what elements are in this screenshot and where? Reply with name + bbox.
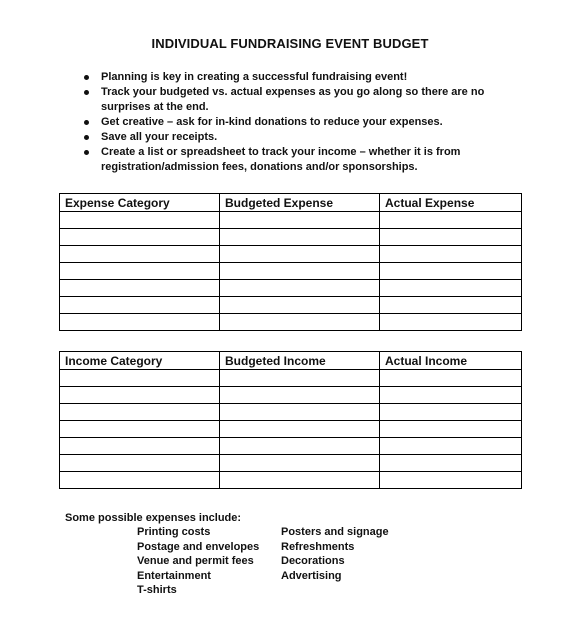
income-table-body — [60, 370, 522, 489]
expense-example: Entertainment — [137, 569, 211, 582]
expense-table — [59, 193, 522, 331]
table-cell[interactable] — [380, 472, 522, 489]
table-cell[interactable] — [60, 212, 220, 229]
table-row — [60, 314, 522, 331]
table-cell[interactable] — [220, 387, 380, 404]
table-cell[interactable] — [380, 246, 522, 263]
table-cell[interactable] — [220, 263, 380, 280]
expense-example: Printing costs — [137, 526, 211, 538]
table-row — [60, 263, 522, 280]
expense-example: Advertising — [281, 569, 342, 582]
table-cell[interactable] — [60, 263, 220, 280]
expense-example: Refreshments — [281, 540, 355, 553]
table-cell[interactable] — [380, 263, 522, 280]
table-cell[interactable] — [380, 370, 522, 387]
table-cell[interactable] — [220, 421, 380, 438]
table-cell[interactable] — [220, 455, 380, 472]
table-row — [60, 438, 522, 455]
table-header-row — [60, 194, 522, 212]
tip-item: Save all your receipts. — [80, 130, 530, 145]
budgeted-expense-header: Budgeted Expense — [220, 194, 380, 212]
table-header-row — [60, 352, 522, 370]
table-cell[interactable] — [380, 229, 522, 246]
actual-expense-header: Actual Expense — [380, 194, 522, 212]
table-row — [60, 370, 522, 387]
table-cell[interactable] — [220, 438, 380, 455]
page-title: INDIVIDUAL FUNDRAISING EVENT BUDGET — [151, 36, 429, 51]
table-cell[interactable] — [220, 370, 380, 387]
expense-example: T-shirts — [137, 584, 177, 596]
tip-item: Track your budgeted vs. actual expenses as you go along so there are no surprises at the end. — [80, 85, 530, 115]
tip-item: Planning is key in creating a successful fundraising event! — [80, 70, 530, 85]
expense-example: Postage and envelopes — [137, 540, 260, 553]
table-cell[interactable] — [220, 297, 380, 314]
table-cell[interactable] — [380, 212, 522, 229]
expense-example: Posters and signage — [281, 526, 389, 538]
income-category-header: Income Category — [60, 352, 220, 370]
table-cell[interactable] — [60, 280, 220, 297]
table-cell[interactable] — [60, 370, 220, 387]
table-row — [60, 404, 522, 421]
table-row — [60, 421, 522, 438]
table-cell[interactable] — [380, 438, 522, 455]
table-cell[interactable] — [220, 404, 380, 421]
table-cell[interactable] — [60, 229, 220, 246]
tip-item: Create a list or spreadsheet to track your income – whether it is from registration/admission fees, donations and/or sponsorships. — [80, 145, 530, 175]
table-cell[interactable] — [220, 212, 380, 229]
table-cell[interactable] — [60, 404, 220, 421]
table-cell[interactable] — [380, 387, 522, 404]
table-cell[interactable] — [60, 297, 220, 314]
table-cell[interactable] — [380, 421, 522, 438]
table-cell[interactable] — [380, 297, 522, 314]
expense-example: Decorations — [281, 555, 345, 567]
expense-example: Venue and permit fees — [137, 555, 254, 567]
tip-item: Get creative – ask for in-kind donations to reduce your expenses. — [80, 115, 530, 130]
table-cell[interactable] — [60, 387, 220, 404]
table-cell[interactable] — [220, 246, 380, 263]
table-cell[interactable] — [380, 314, 522, 331]
table-row — [60, 455, 522, 472]
tips-list — [80, 70, 530, 175]
table-cell[interactable] — [220, 314, 380, 331]
table-cell[interactable] — [60, 472, 220, 489]
expense-table-body — [60, 212, 522, 331]
table-cell[interactable] — [220, 280, 380, 297]
table-cell[interactable] — [380, 280, 522, 297]
table-row — [60, 212, 522, 229]
expense-category-header: Expense Category — [60, 194, 220, 212]
table-cell[interactable] — [380, 404, 522, 421]
table-cell[interactable] — [220, 472, 380, 489]
possible-expenses-column-1 — [137, 525, 259, 598]
table-cell[interactable] — [380, 455, 522, 472]
table-row — [60, 246, 522, 263]
table-cell[interactable] — [60, 314, 220, 331]
table-cell[interactable] — [60, 455, 220, 472]
table-cell[interactable] — [60, 421, 220, 438]
table-row — [60, 297, 522, 314]
table-row — [60, 229, 522, 246]
table-row — [60, 472, 522, 489]
table-row — [60, 387, 522, 404]
table-cell[interactable] — [220, 229, 380, 246]
budgeted-income-header: Budgeted Income — [220, 352, 380, 370]
table-row — [60, 280, 522, 297]
table-cell[interactable] — [60, 246, 220, 263]
table-cell[interactable] — [60, 438, 220, 455]
income-table — [59, 351, 522, 489]
possible-expenses-heading: Some possible expenses include: — [65, 512, 242, 524]
actual-income-header: Actual Income — [380, 352, 522, 370]
possible-expenses-column-2 — [281, 525, 389, 583]
